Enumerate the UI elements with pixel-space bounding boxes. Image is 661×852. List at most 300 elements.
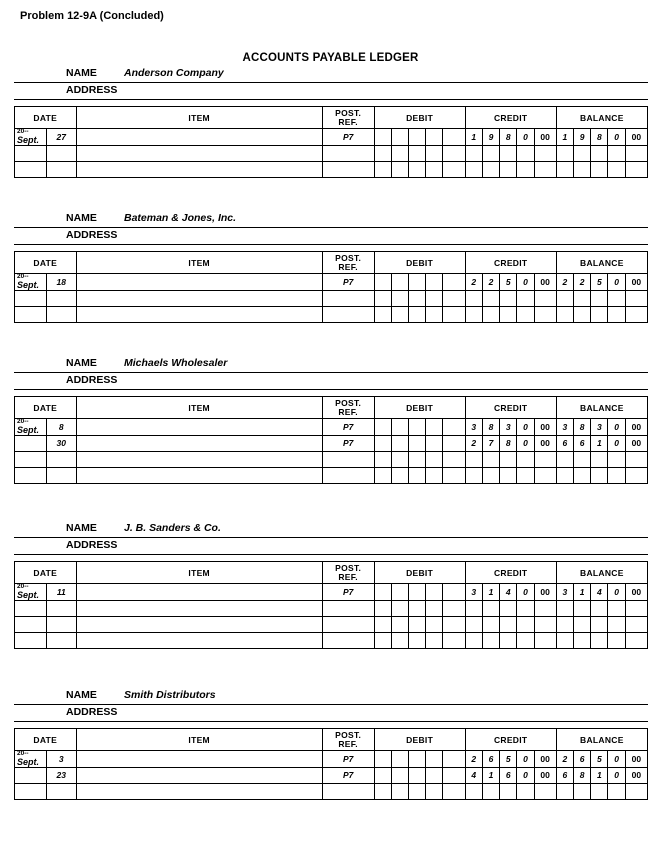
item-cell[interactable]	[76, 306, 322, 322]
debit-digit-cell[interactable]	[426, 129, 443, 146]
debit-digit-cell[interactable]	[374, 783, 391, 799]
balance-digit-cell[interactable]	[573, 632, 590, 648]
balance-digit-cell[interactable]: 0	[608, 767, 625, 783]
item-cell[interactable]	[76, 467, 322, 483]
debit-digit-cell[interactable]	[408, 584, 425, 601]
debit-digit-cell[interactable]	[426, 616, 443, 632]
item-cell[interactable]	[76, 616, 322, 632]
credit-digit-cell[interactable]: 8	[482, 419, 499, 436]
credit-cents-cell[interactable]	[534, 290, 556, 306]
debit-digit-cell[interactable]	[374, 145, 391, 161]
credit-digit-cell[interactable]	[482, 783, 499, 799]
balance-digit-cell[interactable]	[608, 783, 625, 799]
debit-cents-cell[interactable]	[443, 419, 465, 436]
balance-cents-cell[interactable]: 00	[625, 274, 647, 291]
balance-digit-cell[interactable]: 1	[556, 129, 573, 146]
date-day-cell[interactable]	[47, 161, 77, 177]
credit-digit-cell[interactable]	[517, 290, 534, 306]
item-cell[interactable]	[76, 419, 322, 436]
debit-cents-cell[interactable]	[443, 290, 465, 306]
credit-digit-cell[interactable]	[482, 306, 499, 322]
debit-cents-cell[interactable]	[443, 584, 465, 601]
date-day-cell[interactable]: 30	[47, 435, 77, 451]
credit-digit-cell[interactable]: 8	[500, 435, 517, 451]
balance-digit-cell[interactable]	[591, 306, 608, 322]
post-ref-cell[interactable]	[322, 632, 374, 648]
debit-digit-cell[interactable]	[374, 600, 391, 616]
balance-digit-cell[interactable]	[591, 632, 608, 648]
credit-digit-cell[interactable]	[500, 145, 517, 161]
balance-digit-cell[interactable]: 6	[573, 435, 590, 451]
credit-digit-cell[interactable]: 5	[500, 274, 517, 291]
debit-digit-cell[interactable]	[391, 129, 408, 146]
credit-digit-cell[interactable]	[465, 783, 482, 799]
balance-digit-cell[interactable]	[556, 616, 573, 632]
balance-digit-cell[interactable]	[573, 145, 590, 161]
debit-digit-cell[interactable]	[408, 129, 425, 146]
balance-digit-cell[interactable]: 2	[556, 274, 573, 291]
debit-digit-cell[interactable]	[391, 435, 408, 451]
balance-digit-cell[interactable]: 8	[591, 129, 608, 146]
debit-digit-cell[interactable]	[391, 290, 408, 306]
credit-digit-cell[interactable]: 2	[465, 274, 482, 291]
debit-digit-cell[interactable]	[408, 467, 425, 483]
balance-digit-cell[interactable]: 2	[573, 274, 590, 291]
credit-cents-cell[interactable]: 00	[534, 274, 556, 291]
item-cell[interactable]	[76, 451, 322, 467]
credit-digit-cell[interactable]	[517, 467, 534, 483]
debit-cents-cell[interactable]	[443, 767, 465, 783]
balance-digit-cell[interactable]: 1	[591, 435, 608, 451]
debit-digit-cell[interactable]	[408, 290, 425, 306]
balance-digit-cell[interactable]: 0	[608, 129, 625, 146]
debit-digit-cell[interactable]	[426, 751, 443, 768]
date-day-cell[interactable]	[47, 600, 77, 616]
post-ref-cell[interactable]: P7	[322, 767, 374, 783]
debit-digit-cell[interactable]	[391, 751, 408, 768]
debit-digit-cell[interactable]	[426, 451, 443, 467]
credit-digit-cell[interactable]	[465, 632, 482, 648]
debit-cents-cell[interactable]	[443, 129, 465, 146]
debit-digit-cell[interactable]	[426, 274, 443, 291]
credit-digit-cell[interactable]: 6	[482, 751, 499, 768]
debit-digit-cell[interactable]	[391, 161, 408, 177]
debit-digit-cell[interactable]	[374, 616, 391, 632]
debit-digit-cell[interactable]	[374, 306, 391, 322]
credit-digit-cell[interactable]	[465, 616, 482, 632]
debit-cents-cell[interactable]	[443, 783, 465, 799]
credit-digit-cell[interactable]: 2	[465, 435, 482, 451]
credit-digit-cell[interactable]	[500, 600, 517, 616]
balance-digit-cell[interactable]	[608, 632, 625, 648]
balance-digit-cell[interactable]	[573, 451, 590, 467]
balance-cents-cell[interactable]: 00	[625, 584, 647, 601]
date-day-cell[interactable]	[47, 145, 77, 161]
credit-cents-cell[interactable]	[534, 161, 556, 177]
credit-digit-cell[interactable]: 0	[517, 129, 534, 146]
debit-digit-cell[interactable]	[408, 616, 425, 632]
balance-digit-cell[interactable]: 3	[556, 584, 573, 601]
credit-digit-cell[interactable]: 0	[517, 274, 534, 291]
debit-cents-cell[interactable]	[443, 306, 465, 322]
post-ref-cell[interactable]	[322, 600, 374, 616]
balance-digit-cell[interactable]	[608, 290, 625, 306]
credit-cents-cell[interactable]: 00	[534, 419, 556, 436]
debit-cents-cell[interactable]	[443, 274, 465, 291]
credit-digit-cell[interactable]: 0	[517, 435, 534, 451]
balance-digit-cell[interactable]: 0	[608, 584, 625, 601]
credit-digit-cell[interactable]	[500, 306, 517, 322]
credit-digit-cell[interactable]	[482, 616, 499, 632]
credit-cents-cell[interactable]: 00	[534, 584, 556, 601]
item-cell[interactable]	[76, 435, 322, 451]
credit-cents-cell[interactable]	[534, 632, 556, 648]
debit-cents-cell[interactable]	[443, 751, 465, 768]
post-ref-cell[interactable]	[322, 290, 374, 306]
date-day-cell[interactable]	[47, 306, 77, 322]
balance-cents-cell[interactable]	[625, 616, 647, 632]
debit-digit-cell[interactable]	[426, 306, 443, 322]
credit-cents-cell[interactable]	[534, 145, 556, 161]
debit-digit-cell[interactable]	[374, 290, 391, 306]
balance-cents-cell[interactable]	[625, 306, 647, 322]
credit-digit-cell[interactable]: 0	[517, 584, 534, 601]
balance-digit-cell[interactable]: 0	[608, 274, 625, 291]
debit-digit-cell[interactable]	[426, 767, 443, 783]
credit-digit-cell[interactable]	[517, 451, 534, 467]
balance-digit-cell[interactable]	[608, 451, 625, 467]
balance-digit-cell[interactable]	[556, 783, 573, 799]
credit-digit-cell[interactable]: 2	[465, 751, 482, 768]
balance-digit-cell[interactable]	[608, 467, 625, 483]
balance-digit-cell[interactable]	[591, 290, 608, 306]
balance-cents-cell[interactable]: 00	[625, 419, 647, 436]
credit-digit-cell[interactable]: 5	[500, 751, 517, 768]
balance-cents-cell[interactable]	[625, 145, 647, 161]
debit-digit-cell[interactable]	[391, 451, 408, 467]
debit-digit-cell[interactable]	[374, 451, 391, 467]
balance-digit-cell[interactable]	[608, 145, 625, 161]
balance-cents-cell[interactable]: 00	[625, 129, 647, 146]
debit-digit-cell[interactable]	[408, 274, 425, 291]
credit-digit-cell[interactable]: 1	[465, 129, 482, 146]
credit-digit-cell[interactable]: 4	[500, 584, 517, 601]
debit-digit-cell[interactable]	[408, 306, 425, 322]
date-day-cell[interactable]	[47, 632, 77, 648]
credit-digit-cell[interactable]: 1	[482, 767, 499, 783]
item-cell[interactable]	[76, 129, 322, 146]
item-cell[interactable]	[76, 584, 322, 601]
post-ref-cell[interactable]	[322, 616, 374, 632]
credit-digit-cell[interactable]	[500, 451, 517, 467]
balance-digit-cell[interactable]: 8	[573, 419, 590, 436]
debit-digit-cell[interactable]	[426, 290, 443, 306]
item-cell[interactable]	[76, 751, 322, 768]
debit-digit-cell[interactable]	[391, 767, 408, 783]
date-day-cell[interactable]	[47, 467, 77, 483]
post-ref-cell[interactable]	[322, 145, 374, 161]
debit-digit-cell[interactable]	[374, 129, 391, 146]
balance-digit-cell[interactable]	[591, 616, 608, 632]
debit-digit-cell[interactable]	[408, 145, 425, 161]
balance-digit-cell[interactable]: 3	[556, 419, 573, 436]
balance-digit-cell[interactable]	[556, 451, 573, 467]
credit-digit-cell[interactable]	[500, 161, 517, 177]
debit-digit-cell[interactable]	[426, 419, 443, 436]
credit-digit-cell[interactable]: 9	[482, 129, 499, 146]
debit-digit-cell[interactable]	[426, 161, 443, 177]
balance-digit-cell[interactable]	[573, 290, 590, 306]
debit-digit-cell[interactable]	[391, 616, 408, 632]
post-ref-cell[interactable]: P7	[322, 274, 374, 291]
item-cell[interactable]	[76, 290, 322, 306]
credit-cents-cell[interactable]	[534, 783, 556, 799]
date-day-cell[interactable]: 3	[47, 751, 77, 768]
credit-digit-cell[interactable]	[482, 632, 499, 648]
credit-digit-cell[interactable]	[465, 467, 482, 483]
credit-cents-cell[interactable]: 00	[534, 751, 556, 768]
credit-digit-cell[interactable]	[500, 783, 517, 799]
credit-digit-cell[interactable]	[482, 145, 499, 161]
debit-cents-cell[interactable]	[443, 451, 465, 467]
post-ref-cell[interactable]	[322, 451, 374, 467]
balance-digit-cell[interactable]	[591, 600, 608, 616]
debit-cents-cell[interactable]	[443, 435, 465, 451]
debit-digit-cell[interactable]	[426, 145, 443, 161]
balance-digit-cell[interactable]: 5	[591, 751, 608, 768]
debit-digit-cell[interactable]	[408, 751, 425, 768]
balance-digit-cell[interactable]: 2	[556, 751, 573, 768]
balance-cents-cell[interactable]	[625, 467, 647, 483]
debit-digit-cell[interactable]	[391, 584, 408, 601]
credit-digit-cell[interactable]	[465, 145, 482, 161]
balance-digit-cell[interactable]	[608, 616, 625, 632]
balance-digit-cell[interactable]: 6	[556, 767, 573, 783]
balance-cents-cell[interactable]: 00	[625, 751, 647, 768]
debit-digit-cell[interactable]	[408, 783, 425, 799]
debit-digit-cell[interactable]	[426, 435, 443, 451]
credit-digit-cell[interactable]: 8	[500, 129, 517, 146]
balance-digit-cell[interactable]: 0	[608, 435, 625, 451]
balance-cents-cell[interactable]	[625, 783, 647, 799]
item-cell[interactable]	[76, 632, 322, 648]
debit-digit-cell[interactable]	[391, 306, 408, 322]
credit-digit-cell[interactable]: 1	[482, 584, 499, 601]
credit-digit-cell[interactable]	[482, 451, 499, 467]
post-ref-cell[interactable]	[322, 467, 374, 483]
balance-cents-cell[interactable]	[625, 600, 647, 616]
credit-digit-cell[interactable]	[517, 161, 534, 177]
balance-cents-cell[interactable]	[625, 632, 647, 648]
balance-digit-cell[interactable]	[556, 600, 573, 616]
date-day-cell[interactable]	[47, 290, 77, 306]
item-cell[interactable]	[76, 161, 322, 177]
date-day-cell[interactable]: 27	[47, 129, 77, 146]
debit-digit-cell[interactable]	[374, 274, 391, 291]
credit-digit-cell[interactable]	[517, 145, 534, 161]
credit-digit-cell[interactable]	[500, 616, 517, 632]
post-ref-cell[interactable]	[322, 161, 374, 177]
date-day-cell[interactable]	[47, 616, 77, 632]
credit-digit-cell[interactable]	[482, 290, 499, 306]
credit-digit-cell[interactable]	[465, 451, 482, 467]
balance-digit-cell[interactable]	[608, 600, 625, 616]
credit-digit-cell[interactable]: 3	[465, 584, 482, 601]
credit-digit-cell[interactable]: 7	[482, 435, 499, 451]
credit-digit-cell[interactable]	[517, 632, 534, 648]
debit-digit-cell[interactable]	[426, 783, 443, 799]
balance-digit-cell[interactable]	[556, 161, 573, 177]
post-ref-cell[interactable]: P7	[322, 435, 374, 451]
balance-digit-cell[interactable]: 1	[591, 767, 608, 783]
debit-digit-cell[interactable]	[374, 767, 391, 783]
debit-digit-cell[interactable]	[391, 145, 408, 161]
post-ref-cell[interactable]: P7	[322, 419, 374, 436]
balance-cents-cell[interactable]	[625, 451, 647, 467]
credit-digit-cell[interactable]	[482, 467, 499, 483]
credit-digit-cell[interactable]	[517, 306, 534, 322]
balance-digit-cell[interactable]	[573, 161, 590, 177]
date-day-cell[interactable]	[47, 783, 77, 799]
debit-cents-cell[interactable]	[443, 632, 465, 648]
credit-digit-cell[interactable]	[465, 290, 482, 306]
post-ref-cell[interactable]	[322, 306, 374, 322]
credit-cents-cell[interactable]	[534, 306, 556, 322]
credit-digit-cell[interactable]: 6	[500, 767, 517, 783]
post-ref-cell[interactable]	[322, 783, 374, 799]
post-ref-cell[interactable]: P7	[322, 751, 374, 768]
date-day-cell[interactable]: 11	[47, 584, 77, 601]
debit-digit-cell[interactable]	[408, 600, 425, 616]
credit-digit-cell[interactable]: 0	[517, 419, 534, 436]
debit-cents-cell[interactable]	[443, 467, 465, 483]
credit-digit-cell[interactable]	[482, 600, 499, 616]
date-day-cell[interactable]	[47, 451, 77, 467]
credit-digit-cell[interactable]: 0	[517, 767, 534, 783]
credit-digit-cell[interactable]: 4	[465, 767, 482, 783]
balance-digit-cell[interactable]	[556, 290, 573, 306]
debit-digit-cell[interactable]	[426, 632, 443, 648]
balance-cents-cell[interactable]: 00	[625, 435, 647, 451]
credit-digit-cell[interactable]: 0	[517, 751, 534, 768]
debit-digit-cell[interactable]	[408, 767, 425, 783]
debit-digit-cell[interactable]	[391, 274, 408, 291]
balance-digit-cell[interactable]: 0	[608, 751, 625, 768]
balance-digit-cell[interactable]	[573, 306, 590, 322]
debit-digit-cell[interactable]	[374, 435, 391, 451]
balance-cents-cell[interactable]	[625, 290, 647, 306]
date-day-cell[interactable]: 23	[47, 767, 77, 783]
balance-digit-cell[interactable]: 9	[573, 129, 590, 146]
balance-digit-cell[interactable]: 6	[573, 751, 590, 768]
debit-cents-cell[interactable]	[443, 616, 465, 632]
credit-digit-cell[interactable]	[465, 600, 482, 616]
credit-digit-cell[interactable]	[500, 467, 517, 483]
credit-cents-cell[interactable]	[534, 467, 556, 483]
balance-digit-cell[interactable]	[608, 161, 625, 177]
balance-cents-cell[interactable]: 00	[625, 767, 647, 783]
balance-digit-cell[interactable]: 4	[591, 584, 608, 601]
balance-digit-cell[interactable]	[573, 600, 590, 616]
debit-digit-cell[interactable]	[391, 783, 408, 799]
balance-digit-cell[interactable]	[591, 467, 608, 483]
credit-digit-cell[interactable]	[517, 616, 534, 632]
credit-cents-cell[interactable]	[534, 451, 556, 467]
credit-digit-cell[interactable]: 3	[500, 419, 517, 436]
credit-digit-cell[interactable]	[517, 600, 534, 616]
debit-cents-cell[interactable]	[443, 600, 465, 616]
balance-digit-cell[interactable]: 6	[556, 435, 573, 451]
balance-digit-cell[interactable]	[608, 306, 625, 322]
post-ref-cell[interactable]: P7	[322, 129, 374, 146]
debit-digit-cell[interactable]	[374, 584, 391, 601]
balance-digit-cell[interactable]: 8	[573, 767, 590, 783]
balance-digit-cell[interactable]: 5	[591, 274, 608, 291]
debit-digit-cell[interactable]	[426, 600, 443, 616]
balance-digit-cell[interactable]	[591, 783, 608, 799]
balance-digit-cell[interactable]	[573, 467, 590, 483]
balance-digit-cell[interactable]	[556, 145, 573, 161]
credit-cents-cell[interactable]	[534, 616, 556, 632]
debit-digit-cell[interactable]	[408, 161, 425, 177]
balance-digit-cell[interactable]: 1	[573, 584, 590, 601]
credit-digit-cell[interactable]	[465, 161, 482, 177]
debit-digit-cell[interactable]	[374, 419, 391, 436]
credit-digit-cell[interactable]	[500, 290, 517, 306]
item-cell[interactable]	[76, 783, 322, 799]
debit-digit-cell[interactable]	[408, 435, 425, 451]
debit-digit-cell[interactable]	[374, 467, 391, 483]
item-cell[interactable]	[76, 145, 322, 161]
credit-cents-cell[interactable]	[534, 600, 556, 616]
balance-digit-cell[interactable]	[591, 145, 608, 161]
debit-digit-cell[interactable]	[426, 467, 443, 483]
balance-cents-cell[interactable]	[625, 161, 647, 177]
balance-digit-cell[interactable]	[591, 451, 608, 467]
item-cell[interactable]	[76, 767, 322, 783]
post-ref-cell[interactable]: P7	[322, 584, 374, 601]
debit-digit-cell[interactable]	[408, 419, 425, 436]
date-day-cell[interactable]: 18	[47, 274, 77, 291]
balance-digit-cell[interactable]	[573, 616, 590, 632]
item-cell[interactable]	[76, 600, 322, 616]
debit-digit-cell[interactable]	[408, 632, 425, 648]
balance-digit-cell[interactable]	[556, 467, 573, 483]
debit-digit-cell[interactable]	[391, 419, 408, 436]
credit-digit-cell[interactable]	[517, 783, 534, 799]
balance-digit-cell[interactable]	[591, 161, 608, 177]
item-cell[interactable]	[76, 274, 322, 291]
balance-digit-cell[interactable]	[556, 306, 573, 322]
debit-digit-cell[interactable]	[374, 632, 391, 648]
debit-digit-cell[interactable]	[374, 751, 391, 768]
debit-cents-cell[interactable]	[443, 145, 465, 161]
credit-cents-cell[interactable]: 00	[534, 435, 556, 451]
balance-digit-cell[interactable]	[573, 783, 590, 799]
balance-digit-cell[interactable]	[556, 632, 573, 648]
debit-digit-cell[interactable]	[374, 161, 391, 177]
date-day-cell[interactable]: 8	[47, 419, 77, 436]
debit-digit-cell[interactable]	[426, 584, 443, 601]
credit-digit-cell[interactable]: 2	[482, 274, 499, 291]
debit-cents-cell[interactable]	[443, 161, 465, 177]
debit-digit-cell[interactable]	[391, 600, 408, 616]
debit-digit-cell[interactable]	[391, 632, 408, 648]
credit-cents-cell[interactable]: 00	[534, 129, 556, 146]
credit-digit-cell[interactable]: 3	[465, 419, 482, 436]
credit-cents-cell[interactable]: 00	[534, 767, 556, 783]
debit-digit-cell[interactable]	[408, 451, 425, 467]
